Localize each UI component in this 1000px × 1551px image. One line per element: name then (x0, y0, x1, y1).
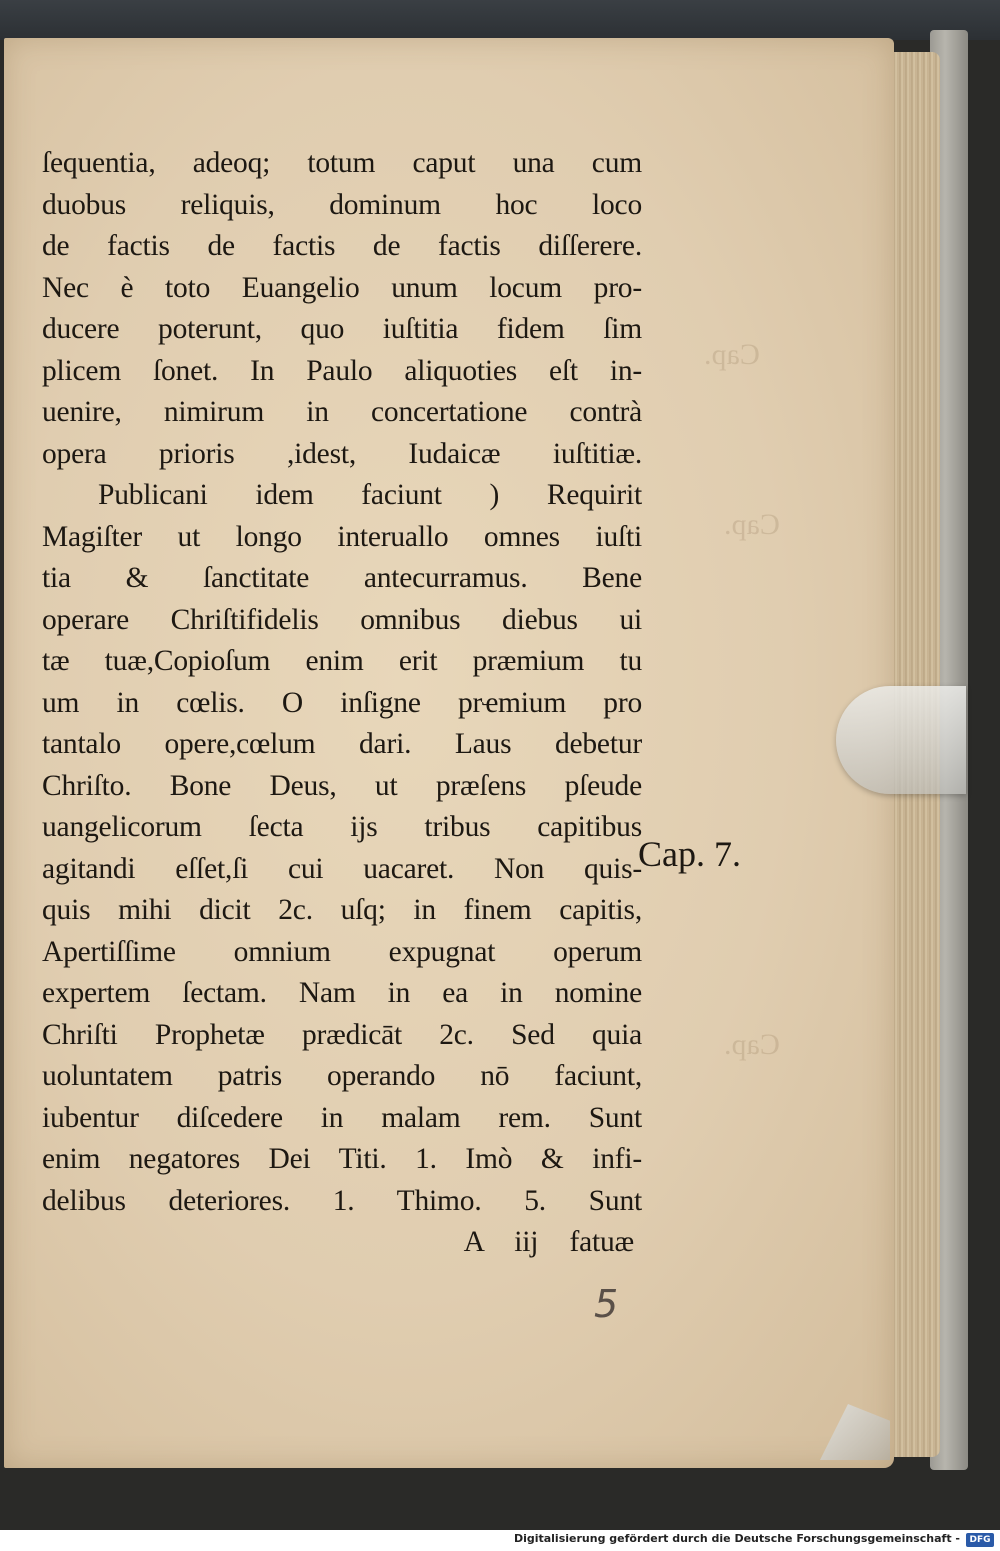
footer-bar (0, 1530, 1000, 1551)
text-line-paragraph-start: Publicani idem faciunt ) Requirit (98, 479, 642, 511)
text-line: duobus reliquis, dominum hoc loco (42, 188, 642, 221)
text-line: um in cœlis. O inſigne prҽmium pro (42, 686, 642, 719)
page-holder-clip (836, 686, 966, 794)
text-line: ſequentia, adeoq; totum caput una cum (42, 147, 642, 179)
bleed-through-mark: Cap. (724, 508, 780, 541)
text-line: plicem ſonet. In Paulo aliquoties eſt in- (42, 354, 642, 387)
text-line: de factis de factis de factis diſſerere. (42, 230, 642, 262)
text-line: uoluntatem patris operando nō faciunt, (42, 1060, 642, 1092)
funding-credit: Digitalisierung gefördert durch die Deutsche Forschungsgemeinschaft - (513, 1532, 960, 1545)
text-line: iubentur diſcedere in malam rem. Sunt (42, 1101, 642, 1134)
text-line: opera prioris ,idest, Iudaicæ iuſtitiæ. (42, 437, 642, 470)
text-line: Nec è toto Euangelio unum locum pro- (42, 271, 642, 304)
text-line: Chriſti Prophetæ prædicāt 2c. Sed quia (42, 1018, 642, 1051)
text-line: delibus deteriores. 1. Thimo. 5. Sunt (42, 1184, 642, 1217)
text-line: tantalo opere,cœlum dari. Laus debetur (42, 728, 642, 760)
text-line: Chriſto. Bone Deus, ut præſens pſeude (42, 769, 642, 802)
catchword-line: A iij fatuæ (463, 1226, 634, 1258)
text-line: agitandi eſſet,ſi cui uacaret. Non quis- (42, 852, 642, 885)
text-line: uangelicorum ſecta ijs tribus capitibus (42, 811, 642, 843)
text-line: tia & ſanctitate antecurramus. Bene (42, 562, 642, 594)
book-binding-top (0, 0, 1000, 40)
folio-number: 5 (594, 1282, 619, 1326)
bleed-through-mark: Cap. (704, 338, 760, 371)
text-line: operare Chriſtifidelis omnibus diebus ui (42, 603, 642, 636)
text-line: Apertiſſime omnium expugnat operum (42, 935, 642, 968)
marginal-note: Cap. 7. (638, 834, 741, 874)
text-line: ducere poterunt, quo iuſtitia fidem ſim (42, 313, 642, 345)
main-text-block (42, 143, 642, 1264)
text-line: quis mihi dicit 2c. uſq; in finem capitis, (42, 894, 642, 926)
text-line: Magiſter ut longo interuallo omnes iuſti (42, 520, 642, 553)
bleed-through-mark: Cap. (724, 1028, 780, 1061)
text-line: expertem ſectam. Nam in ea in nomine (42, 977, 642, 1009)
text-line: uenire, nimirum in concertatione contrà (42, 396, 642, 428)
text-line: tæ tuæ,Copioſum enim erit præmium tu (42, 645, 642, 677)
dfg-logo: DFG (966, 1533, 994, 1547)
text-line: enim negatores Dei Titi. 1. Imò & infi- (42, 1143, 642, 1175)
